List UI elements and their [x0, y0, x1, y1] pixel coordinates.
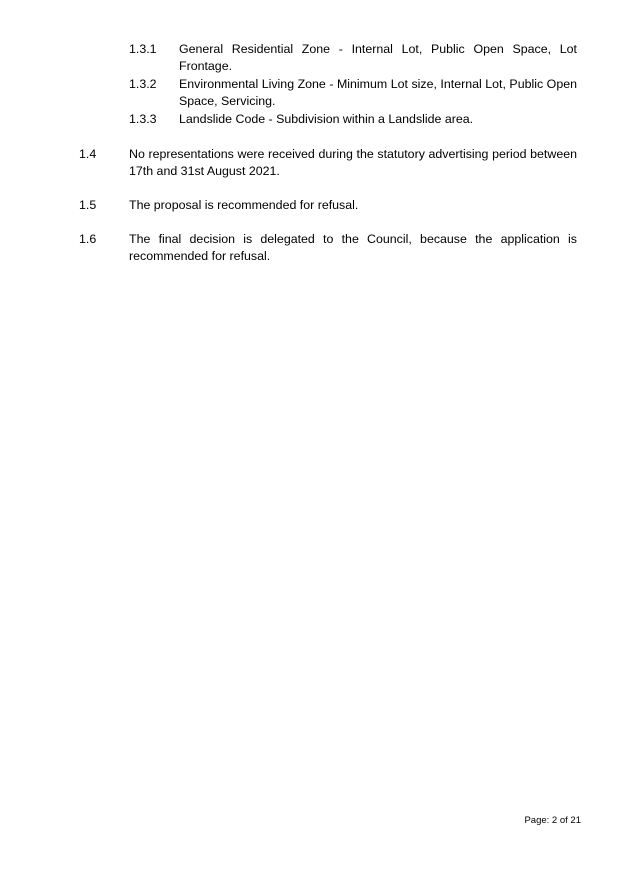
subsection-text [179, 76, 577, 111]
paragraph-1-6 [79, 231, 577, 266]
subsection-number: 1.3.1 [129, 42, 157, 56]
subsection-text [179, 41, 577, 76]
subsection-1-3-1 [129, 41, 577, 76]
paragraph-line: The proposal is recommended for refusal. [129, 198, 359, 212]
subsection-text [179, 111, 577, 128]
paragraph-line: The final decision is delegated to the Council, because the application is [129, 232, 577, 246]
paragraph-number: 1.5 [79, 198, 97, 212]
subsection-line: General Residential Zone - Internal Lot, Public Open Space, Lot [179, 42, 577, 56]
subsection-line: Landslide Code - Subdivision within a Landslide area. [179, 112, 474, 126]
paragraph-line: 17th and 31st August 2021. [129, 164, 280, 179]
paragraph-1-4 [79, 146, 577, 181]
paragraph-line: No representations were received during the statutory advertising period between [129, 147, 577, 161]
subsection-line: Frontage. [179, 59, 233, 74]
subsection-1-3-2 [129, 76, 577, 111]
subsection-line: Environmental Living Zone - Minimum Lot size, Internal Lot, Public Open [179, 77, 577, 91]
subsection-line: Space, Servicing. [179, 94, 276, 109]
paragraph-number: 1.6 [79, 232, 97, 246]
paragraph-number: 1.4 [79, 147, 97, 161]
page-number: Page: 2 of 21 [524, 815, 581, 826]
paragraph-1-5 [79, 197, 577, 214]
subsection-number: 1.3.2 [129, 77, 157, 91]
paragraph-text [129, 146, 577, 181]
paragraph-text [129, 197, 577, 214]
paragraph-text [129, 231, 577, 266]
subsection-1-3-3 [129, 111, 577, 128]
paragraph-line: recommended for refusal. [129, 249, 271, 264]
subsection-number: 1.3.3 [129, 112, 157, 126]
